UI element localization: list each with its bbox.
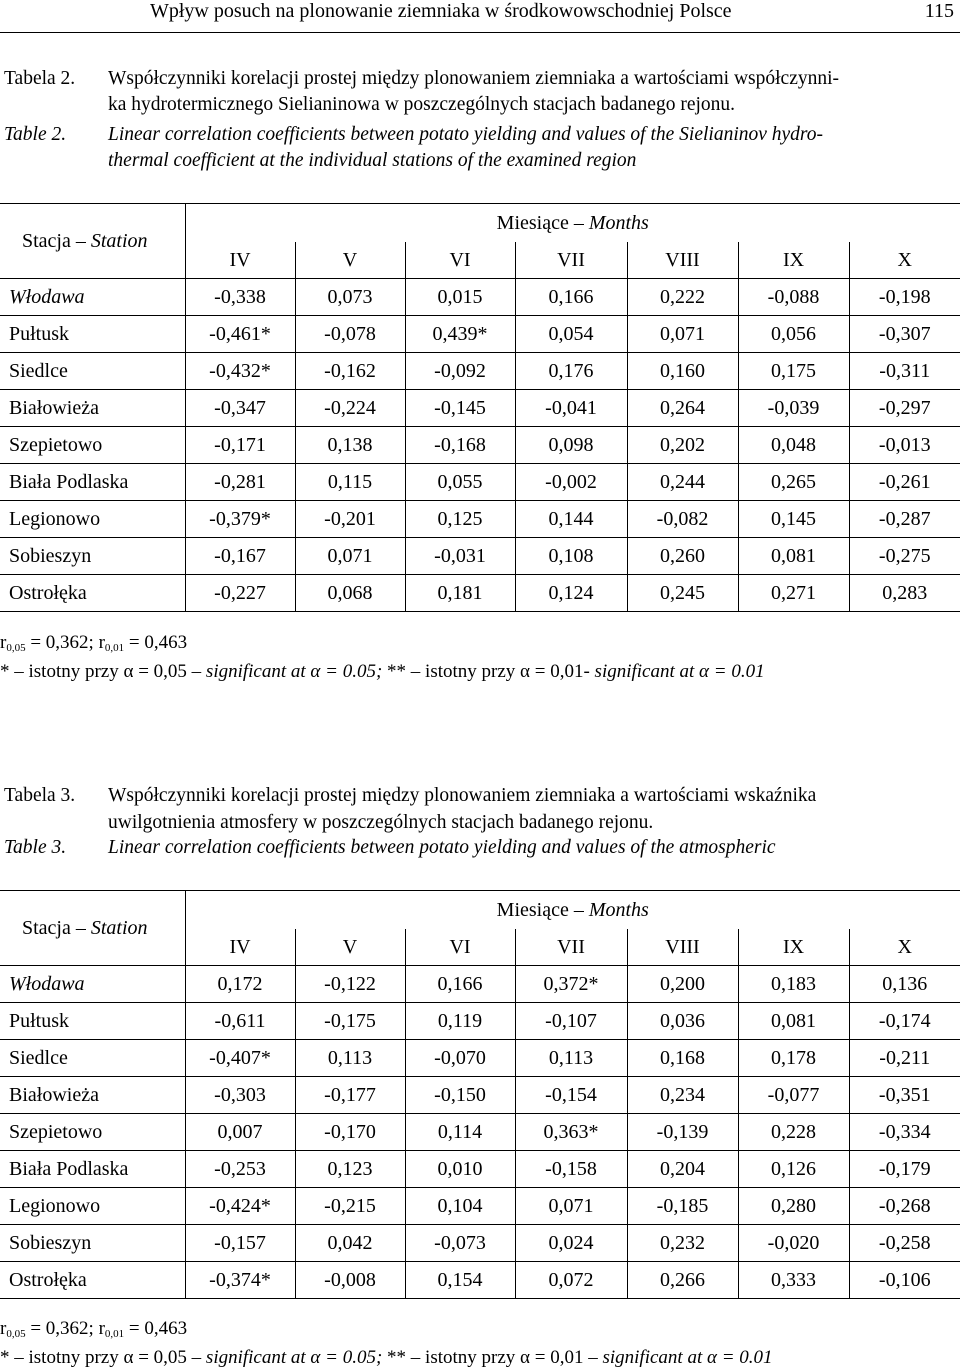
station-header: Stacja – Station bbox=[0, 204, 185, 279]
correlation-value: 0,271 bbox=[738, 575, 849, 612]
correlation-value: -0,224 bbox=[295, 390, 405, 427]
table-row bbox=[0, 501, 960, 538]
correlation-value: 0,166 bbox=[515, 279, 627, 316]
correlation-value: -0,307 bbox=[849, 316, 960, 353]
table-row bbox=[0, 575, 960, 612]
table-row bbox=[0, 1003, 960, 1040]
correlation-value: 0,119 bbox=[405, 1003, 515, 1040]
months-header-en: Months bbox=[588, 898, 649, 921]
correlation-value: 0,113 bbox=[295, 1040, 405, 1077]
correlation-value: -0,002 bbox=[515, 464, 627, 501]
table-row bbox=[0, 1040, 960, 1077]
correlation-value: 0,232 bbox=[627, 1225, 738, 1262]
correlation-value: -0,215 bbox=[295, 1188, 405, 1225]
correlation-value: -0,461* bbox=[185, 316, 295, 353]
table-row bbox=[0, 353, 960, 390]
station-header-en: Station bbox=[90, 229, 148, 252]
month-header: X bbox=[849, 242, 960, 279]
table-2-caption-pl-line1: Współczynniki korelacji prostej między plonowaniem ziemniaka a wartościami współczynni- bbox=[108, 68, 840, 89]
table-row bbox=[0, 538, 960, 575]
page-header bbox=[0, 0, 960, 33]
table-2-caption-en-line1: Linear correlation coefficients between potato yielding and values of the Sielianinov hydro- bbox=[108, 124, 824, 145]
station-header-pl: Stacja bbox=[22, 229, 71, 252]
correlation-value: -0,334 bbox=[849, 1114, 960, 1151]
table-row bbox=[0, 1262, 960, 1299]
month-header: X bbox=[849, 929, 960, 966]
station-name: Włodawa bbox=[0, 966, 185, 1003]
table-row bbox=[0, 1225, 960, 1262]
correlation-value: 0,222 bbox=[627, 279, 738, 316]
correlation-value: 0,176 bbox=[515, 353, 627, 390]
months-header-pl: Miesiące bbox=[496, 211, 569, 234]
correlation-value: 0,042 bbox=[295, 1225, 405, 1262]
correlation-value: 0,124 bbox=[515, 575, 627, 612]
correlation-value: -0,150 bbox=[405, 1077, 515, 1114]
correlation-value: 0,126 bbox=[738, 1151, 849, 1188]
station-name: Biała Podlaska bbox=[0, 1151, 185, 1188]
correlation-value: 0,054 bbox=[515, 316, 627, 353]
table-3-label-pl: Tabela 3. bbox=[4, 785, 76, 806]
table-row bbox=[0, 390, 960, 427]
correlation-value: -0,170 bbox=[295, 1114, 405, 1151]
table-2-label-pl: Tabela 2. bbox=[4, 68, 76, 89]
correlation-value: -0,020 bbox=[738, 1225, 849, 1262]
correlation-value: -0,041 bbox=[515, 390, 627, 427]
correlation-value: 0,024 bbox=[515, 1225, 627, 1262]
station-name: Legionowo bbox=[0, 501, 185, 538]
correlation-value: -0,432* bbox=[185, 353, 295, 390]
correlation-value: -0,258 bbox=[849, 1225, 960, 1262]
correlation-value: 0,183 bbox=[738, 966, 849, 1003]
correlation-value: -0,297 bbox=[849, 390, 960, 427]
correlation-value: -0,185 bbox=[627, 1188, 738, 1225]
correlation-value: -0,167 bbox=[185, 538, 295, 575]
correlation-value: -0,407* bbox=[185, 1040, 295, 1077]
correlation-value: 0,280 bbox=[738, 1188, 849, 1225]
correlation-value: -0,253 bbox=[185, 1151, 295, 1188]
correlation-value: 0,072 bbox=[515, 1262, 627, 1299]
correlation-value: 0,204 bbox=[627, 1151, 738, 1188]
correlation-value: 0,372* bbox=[515, 966, 627, 1003]
correlation-value: 0,123 bbox=[295, 1151, 405, 1188]
correlation-value: -0,031 bbox=[405, 538, 515, 575]
correlation-value: -0,077 bbox=[738, 1077, 849, 1114]
month-header: VII bbox=[515, 929, 627, 966]
correlation-value: 0,115 bbox=[295, 464, 405, 501]
correlation-value: 0,113 bbox=[515, 1040, 627, 1077]
table-3-notes bbox=[0, 1317, 773, 1369]
months-header: Miesiące – Months bbox=[185, 204, 960, 243]
station-name: Białowieża bbox=[0, 390, 185, 427]
correlation-value: 0,048 bbox=[738, 427, 849, 464]
month-header: VI bbox=[405, 929, 515, 966]
table-3-header-row bbox=[0, 891, 960, 930]
correlation-value: 0,264 bbox=[627, 390, 738, 427]
correlation-value: 0,363* bbox=[515, 1114, 627, 1151]
months-header-pl: Miesiące bbox=[496, 898, 569, 921]
correlation-value: 0,081 bbox=[738, 1003, 849, 1040]
correlation-value: 0,178 bbox=[738, 1040, 849, 1077]
table-3-label-en: Table 3. bbox=[4, 837, 67, 858]
correlation-value: -0,347 bbox=[185, 390, 295, 427]
correlation-value: 0,234 bbox=[627, 1077, 738, 1114]
correlation-value: -0,177 bbox=[295, 1077, 405, 1114]
significance-note: * – istotny przy α = 0,05 – significant at α = 0.05; ** – istotny przy α = 0,01- significant at α = 0.01 bbox=[0, 661, 765, 682]
correlation-value: -0,013 bbox=[849, 427, 960, 464]
correlation-value: 0,007 bbox=[185, 1114, 295, 1151]
correlation-value: 0,144 bbox=[515, 501, 627, 538]
table-3-caption-pl-line1: Współczynniki korelacji prostej między plonowaniem ziemniaka a wartościami wskaźnika bbox=[108, 785, 817, 806]
correlation-value: 0,055 bbox=[405, 464, 515, 501]
month-header: IV bbox=[185, 242, 295, 279]
correlation-value: 0,098 bbox=[515, 427, 627, 464]
correlation-value: 0,200 bbox=[627, 966, 738, 1003]
correlation-value: -0,107 bbox=[515, 1003, 627, 1040]
table-2-caption-en-line2: thermal coefficient at the individual stations of the examined region bbox=[108, 150, 637, 171]
correlation-value: -0,311 bbox=[849, 353, 960, 390]
table-row bbox=[0, 1077, 960, 1114]
correlation-value: -0,168 bbox=[405, 427, 515, 464]
correlation-value: 0,114 bbox=[405, 1114, 515, 1151]
correlation-value: 0,125 bbox=[405, 501, 515, 538]
table-3-caption-pl-line2: uwilgotnienia atmosfery w poszczególnych stacjach badanego rejonu. bbox=[108, 812, 654, 833]
correlation-value: 0,283 bbox=[849, 575, 960, 612]
correlation-value: -0,424* bbox=[185, 1188, 295, 1225]
page-number: 115 bbox=[924, 0, 954, 22]
correlation-value: -0,268 bbox=[849, 1188, 960, 1225]
correlation-value: -0,211 bbox=[849, 1040, 960, 1077]
correlation-value: 0,056 bbox=[738, 316, 849, 353]
station-name: Ostrołęka bbox=[0, 1262, 185, 1299]
correlation-value: -0,139 bbox=[627, 1114, 738, 1151]
correlation-value: -0,082 bbox=[627, 501, 738, 538]
month-header: VI bbox=[405, 242, 515, 279]
correlation-value: 0,068 bbox=[295, 575, 405, 612]
correlation-value: -0,145 bbox=[405, 390, 515, 427]
correlation-value: -0,179 bbox=[849, 1151, 960, 1188]
correlation-value: -0,287 bbox=[849, 501, 960, 538]
correlation-value: 0,108 bbox=[515, 538, 627, 575]
table-2 bbox=[0, 203, 960, 612]
correlation-value: 0,104 bbox=[405, 1188, 515, 1225]
station-name: Sobieszyn bbox=[0, 538, 185, 575]
correlation-value: -0,162 bbox=[295, 353, 405, 390]
correlation-value: -0,281 bbox=[185, 464, 295, 501]
table-2-notes bbox=[0, 631, 765, 683]
correlation-value: 0,071 bbox=[627, 316, 738, 353]
correlation-value: -0,078 bbox=[295, 316, 405, 353]
correlation-value: -0,227 bbox=[185, 575, 295, 612]
correlation-value: 0,145 bbox=[738, 501, 849, 538]
correlation-value: -0,338 bbox=[185, 279, 295, 316]
correlation-value: -0,157 bbox=[185, 1225, 295, 1262]
station-header-pl: Stacja bbox=[22, 916, 71, 939]
critical-values: $r_{0,05} = 0,362$; $r_{0,01} = 0,463$ bbox=[0, 1318, 188, 1340]
correlation-value: -0,122 bbox=[295, 966, 405, 1003]
table-2-label-en: Table 2. bbox=[4, 124, 67, 145]
correlation-value: 0,244 bbox=[627, 464, 738, 501]
correlation-value: 0,172 bbox=[185, 966, 295, 1003]
table-row bbox=[0, 464, 960, 501]
correlation-value: -0,374* bbox=[185, 1262, 295, 1299]
correlation-value: -0,351 bbox=[849, 1077, 960, 1114]
station-name: Siedlce bbox=[0, 1040, 185, 1077]
correlation-value: 0,175 bbox=[738, 353, 849, 390]
correlation-value: 0,228 bbox=[738, 1114, 849, 1151]
station-name: Włodawa bbox=[0, 279, 185, 316]
months-header-en: Months bbox=[588, 211, 649, 234]
correlation-value: -0,088 bbox=[738, 279, 849, 316]
station-header: Stacja – Station bbox=[0, 891, 185, 966]
correlation-value: -0,201 bbox=[295, 501, 405, 538]
correlation-value: 0,260 bbox=[627, 538, 738, 575]
table-row bbox=[0, 279, 960, 316]
correlation-value: -0,154 bbox=[515, 1077, 627, 1114]
correlation-value: 0,160 bbox=[627, 353, 738, 390]
correlation-value: 0,136 bbox=[849, 966, 960, 1003]
month-header: VIII bbox=[627, 242, 738, 279]
station-name: Siedlce bbox=[0, 353, 185, 390]
significance-note: * – istotny przy α = 0,05 – significant at α = 0.05; ** – istotny przy α = 0,01 – significant at α = 0.01 bbox=[0, 1347, 773, 1368]
station-name: Szepietowo bbox=[0, 427, 185, 464]
correlation-value: 0,265 bbox=[738, 464, 849, 501]
station-header-en: Station bbox=[90, 916, 148, 939]
correlation-value: -0,303 bbox=[185, 1077, 295, 1114]
month-header: VIII bbox=[627, 929, 738, 966]
table-3 bbox=[0, 890, 960, 1299]
month-header: IX bbox=[738, 929, 849, 966]
table-3-caption-en-line1: Linear correlation coefficients between potato yielding and values of the atmospheric bbox=[108, 837, 776, 858]
correlation-value: -0,174 bbox=[849, 1003, 960, 1040]
station-name: Legionowo bbox=[0, 1188, 185, 1225]
table-row bbox=[0, 427, 960, 464]
month-header: IV bbox=[185, 929, 295, 966]
table-row bbox=[0, 966, 960, 1003]
correlation-value: 0,073 bbox=[295, 279, 405, 316]
correlation-value: 0,181 bbox=[405, 575, 515, 612]
correlation-value: -0,070 bbox=[405, 1040, 515, 1077]
correlation-value: -0,175 bbox=[295, 1003, 405, 1040]
correlation-value: 0,071 bbox=[515, 1188, 627, 1225]
running-title: Wpływ posuch na plonowanie ziemniaka w środkowowschodniej Polsce bbox=[150, 0, 732, 22]
correlation-value: 0,036 bbox=[627, 1003, 738, 1040]
correlation-value: -0,198 bbox=[849, 279, 960, 316]
correlation-value: 0,015 bbox=[405, 279, 515, 316]
station-name: Ostrołęka bbox=[0, 575, 185, 612]
correlation-value: 0,081 bbox=[738, 538, 849, 575]
station-name: Biała Podlaska bbox=[0, 464, 185, 501]
correlation-value: -0,158 bbox=[515, 1151, 627, 1188]
correlation-value: -0,073 bbox=[405, 1225, 515, 1262]
correlation-value: -0,092 bbox=[405, 353, 515, 390]
correlation-value: -0,171 bbox=[185, 427, 295, 464]
correlation-value: 0,266 bbox=[627, 1262, 738, 1299]
month-header: VII bbox=[515, 242, 627, 279]
correlation-value: -0,106 bbox=[849, 1262, 960, 1299]
table-row bbox=[0, 1188, 960, 1225]
table-row bbox=[0, 1151, 960, 1188]
station-name: Szepietowo bbox=[0, 1114, 185, 1151]
month-header: V bbox=[295, 242, 405, 279]
correlation-value: -0,275 bbox=[849, 538, 960, 575]
correlation-value: -0,261 bbox=[849, 464, 960, 501]
correlation-value: -0,008 bbox=[295, 1262, 405, 1299]
table-row bbox=[0, 316, 960, 353]
station-name: Pułtusk bbox=[0, 1003, 185, 1040]
station-name: Pułtusk bbox=[0, 316, 185, 353]
correlation-value: 0,010 bbox=[405, 1151, 515, 1188]
correlation-value: 0,439* bbox=[405, 316, 515, 353]
months-header: Miesiące – Months bbox=[185, 891, 960, 930]
month-header: V bbox=[295, 929, 405, 966]
correlation-value: 0,071 bbox=[295, 538, 405, 575]
correlation-value: -0,379* bbox=[185, 501, 295, 538]
correlation-value: 0,202 bbox=[627, 427, 738, 464]
correlation-value: -0,611 bbox=[185, 1003, 295, 1040]
correlation-value: -0,039 bbox=[738, 390, 849, 427]
correlation-value: 0,168 bbox=[627, 1040, 738, 1077]
correlation-value: 0,245 bbox=[627, 575, 738, 612]
table-2-header-row bbox=[0, 204, 960, 243]
correlation-value: 0,154 bbox=[405, 1262, 515, 1299]
station-name: Sobieszyn bbox=[0, 1225, 185, 1262]
correlation-value: 0,333 bbox=[738, 1262, 849, 1299]
table-2-caption-pl-line2: ka hydrotermicznego Sielianinowa w poszczególnych stacjach badanego rejonu. bbox=[108, 94, 736, 115]
station-name: Białowieża bbox=[0, 1077, 185, 1114]
month-header: IX bbox=[738, 242, 849, 279]
table-row bbox=[0, 1114, 960, 1151]
critical-values: $r_{0,05} = 0,362$; $r_{0,01} = 0,463$ bbox=[0, 632, 188, 654]
correlation-value: 0,166 bbox=[405, 966, 515, 1003]
correlation-value: 0,138 bbox=[295, 427, 405, 464]
